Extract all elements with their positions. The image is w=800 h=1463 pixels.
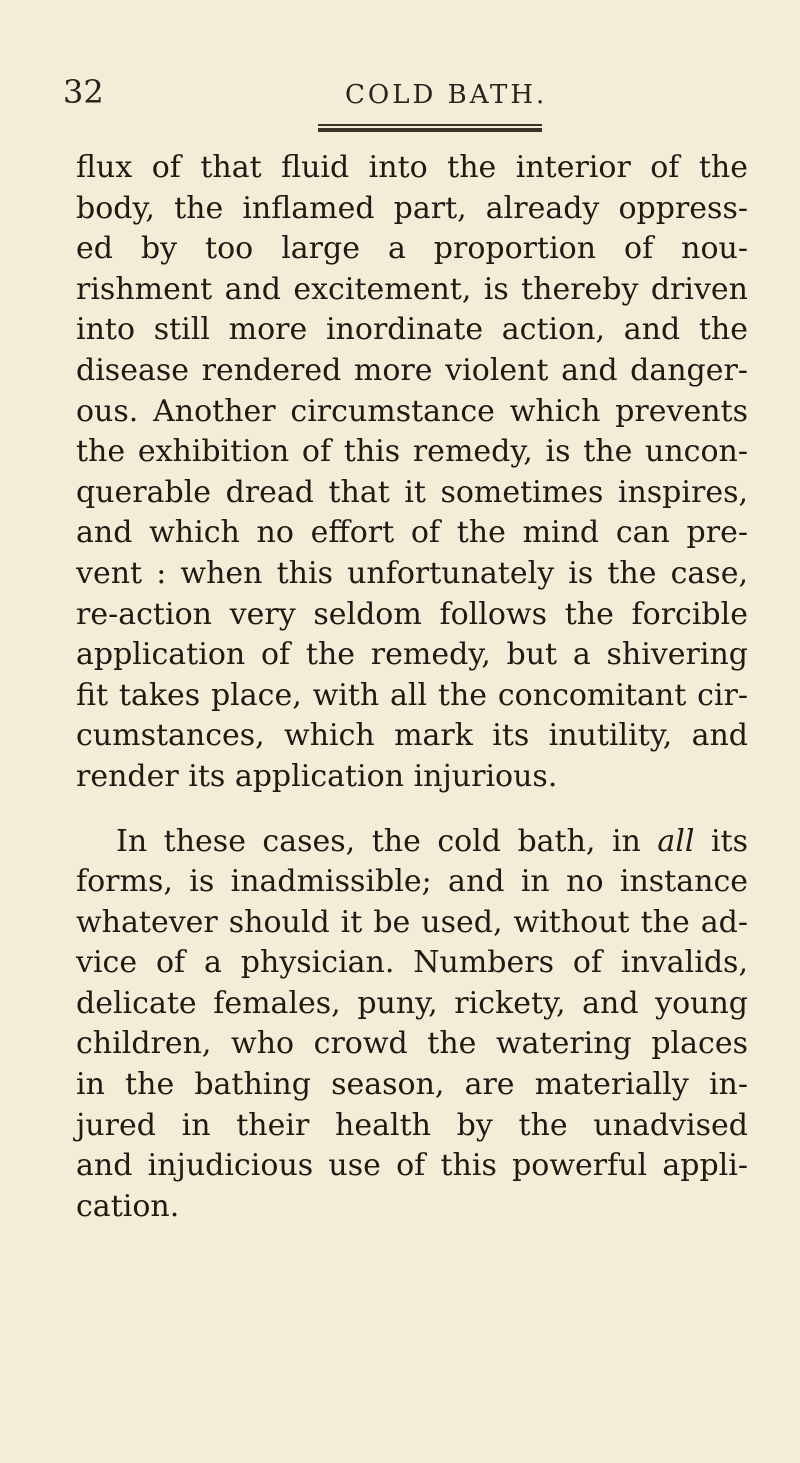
text-line: vice of a physician. Numbers of invalids, [76,945,748,981]
body-text [76,148,748,1227]
header-rule [318,124,542,126]
text-line: jured in their health by the unadvised [76,1107,748,1143]
text-line: and injudicious use of this powerful appli- [76,1148,748,1184]
text-line: flux of that fluid into the interior of the [76,150,748,185]
header-rule-thick [318,128,542,132]
text-run: its [694,823,748,859]
text-line: application of the remedy, but a shivering [76,637,748,673]
text-line: fit takes place, with all the concomitant cir- [76,677,748,713]
text-line: into still more inordinate action, and the [76,312,748,348]
running-title: COLD BATH. [345,80,548,110]
text-run: In these cases, the cold bath, in [116,823,658,859]
text-line: cumstances, which mark its inutility, and [76,718,748,754]
paragraph-gap [76,798,748,822]
paragraph-1 [76,148,748,798]
paragraph-2 [76,822,748,1228]
text-line: ed by too large a proportion of nou- [76,231,748,267]
italic-word: all [657,823,695,859]
text-line: vent : when this unfortunately is the case, [76,555,748,591]
text-line: the exhibition of this remedy, is the uncon- [76,434,748,470]
text-line: cation. [76,1188,180,1224]
text-line: delicate females, puny, rickety, and young [76,985,748,1021]
text-line: body, the inflamed part, already oppress- [76,190,748,226]
text-line: rishment and excitement, is thereby driven [76,271,748,307]
text-line: in the bathing season, are materially in- [76,1067,748,1103]
text-line: children, who crowd the watering places [76,1026,748,1062]
text-line: disease rendered more violent and danger- [76,352,748,388]
text-line: forms, is inadmissible; and in no instance [76,864,748,900]
text-line: and which no effort of the mind can pre- [76,515,748,551]
text-line: ous. Another circumstance which prevents [76,393,748,429]
text-line: render its application injurious. [76,758,558,794]
page-number: 32 [63,73,104,111]
text-line: whatever should it be used, without the ad- [76,904,748,940]
text-line: querable dread that it sometimes inspires, [76,474,748,510]
text-line: re-action very seldom follows the forcible [76,596,748,632]
text-line-first [76,822,748,863]
